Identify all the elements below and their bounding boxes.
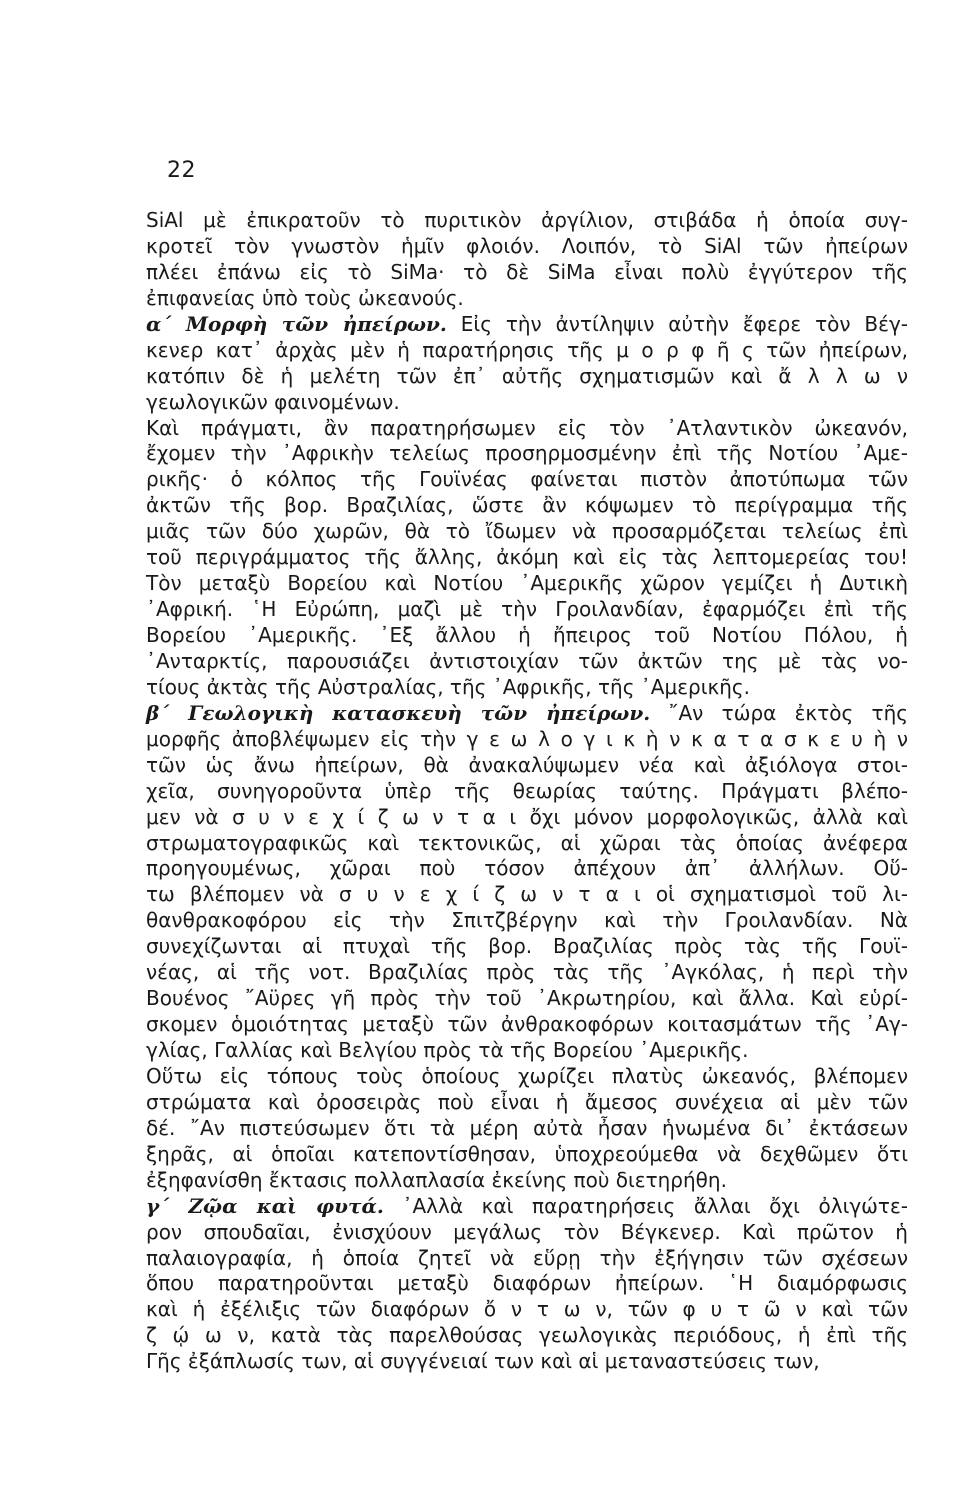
section-heading: α΄ Μορφὴ τῶν ἠπείρων. [146, 311, 447, 336]
text-line [146, 441, 908, 467]
line-text: ἀκτῶν τῆς βορ. Βραζιλίας, ὥστε ἂν κόψωμεν τὸ περίγραμμα τῆς [146, 493, 908, 518]
line-text: μορφῆς ἀποβλέψωμεν εἰς τὴν γ ε ω λ ο γ ι κ ὴ ν κ α τ α σ κ ε υ ὴ ν [146, 726, 908, 751]
line-text: στρώματα καὶ ὀροσειρὰς ποὺ εἶναι ἡ ἄμεσος συνέχεια αἱ μὲν τῶν [146, 1089, 908, 1114]
text-line [146, 934, 908, 960]
text-line [146, 390, 908, 416]
text-line [146, 234, 908, 260]
line-text: γεωλογικῶν φαινομένων. [146, 389, 400, 414]
line-text: παλαιογραφία, ἡ ὁποία ζητεῖ νὰ εὕρῃ τὴν ἐξήγησιν τῶν σχέσεων [146, 1245, 908, 1270]
text-line [146, 545, 908, 571]
line-text: ᾿Αφρική. ῾Η Εὐρώπη, μαζὶ μὲ τὴν Γροιλανδίαν, ἐφαρμόζει ἐπὶ τῆς [146, 597, 908, 622]
text-line [146, 701, 908, 727]
line-text: SiAl μὲ ἐπικρατοῦν τὸ πυριτικὸν ἀργίλιον, στιβάδα ἡ ὁποία συγ- [146, 208, 908, 232]
line-text: ρον σπουδαῖαι, ἐνισχύουν μεγάλως τὸν Βέγκενερ. Καὶ πρῶτον ἡ [146, 1219, 908, 1244]
line-text: θανθρακοφόρου εἰς τὴν Σπιτζβέργην καὶ τὴν Γροιλανδίαν. Νὰ [146, 908, 908, 933]
text-line [146, 1168, 908, 1194]
line-text: τῶν ὡς ἄνω ἠπείρων, θὰ ἀνακαλύψωμεν νέα καὶ ἀξιόλογα στοι- [146, 752, 908, 777]
text-line [146, 960, 908, 986]
text-line [146, 1349, 908, 1375]
text-line [146, 675, 908, 701]
line-text: στρωματογραφικῶς καὶ τεκτονικῶς, αἱ χῶραι τὰς ὁποίας ἀνέφερα [146, 830, 908, 855]
text-line [146, 338, 908, 364]
text-line [146, 623, 908, 649]
text-line [146, 312, 908, 338]
text-line [146, 1038, 908, 1064]
line-text: γλίας, Γαλλίας καὶ Βελγίου πρὸς τὰ τῆς Βορείου ᾿Αμερικῆς. [146, 1038, 749, 1062]
line-text: Τὸν μεταξὺ Βορείου καὶ Νοτίου ᾿Αμερικῆς χῶρον γεμίζει ἡ Δυτικὴ [146, 571, 908, 596]
line-text: ὅπου παρατηροῦνται μεταξὺ διαφόρων ἠπείρων. ῾Η διαμόρφωσις [146, 1271, 908, 1296]
line-text: κροτεῖ τὸν γνωστὸν ἡμῖν φλοιόν. Λοιπόν, τὸ SiAl τῶν ἠπείρων [146, 233, 908, 258]
text-line [146, 831, 908, 857]
line-text: πλέει ἐπάνω εἰς τὸ SiMa· τὸ δὲ SiMa εἶναι πολὺ ἐγγύτερον τῆς [146, 259, 908, 284]
text-line [146, 519, 908, 545]
line-text: καὶ ἡ ἐξέλιξις τῶν διαφόρων ὄ ν τ ω ν, τῶν φ υ τ ῶ ν καὶ τῶν [146, 1297, 908, 1322]
line-text: νέας, αἱ τῆς νοτ. Βραζιλίας πρὸς τὰς τῆς ᾿Αγκόλας, ἡ περὶ τὴν [146, 960, 908, 985]
line-text: ἐξηφανίσθη ἔκτασις πολλαπλασία ἐκείνης ποὺ διετηρήθη. [146, 1167, 727, 1192]
line-text: ζ ῴ ω ν, κατὰ τὰς παρελθούσας γεωλογικὰς περιόδους, ἡ ἐπὶ τῆς [146, 1323, 908, 1348]
line-text: ξηρᾶς, αἱ ὁποῖαι κατεποντίσθησαν, ὑποχρεούμεθα νὰ δεχθῶμεν ὅτι [146, 1141, 908, 1166]
section-heading: β΄ Γεωλογικὴ κατασκευὴ τῶν ἠπείρων. [146, 700, 651, 725]
text-line [146, 1064, 908, 1090]
line-text: μεν νὰ σ υ ν ε χ ί ζ ω ν τ α ι ὄχι μόνον μορφολογικῶς, ἀλλὰ καὶ [146, 804, 908, 829]
text-line [146, 467, 908, 493]
text-line [146, 1297, 908, 1323]
text-line [146, 856, 908, 882]
line-text: σκομεν ὁμοιότητας μεταξὺ τῶν ἀνθρακοφόρων κοιτασμάτων τῆς ᾿Αγ- [146, 1012, 908, 1037]
line-text: χεῖα, συνηγοροῦντα ὑπὲρ τῆς θεωρίας ταύτης. Πράγματι βλέπο- [146, 778, 908, 803]
line-text: τίους ἀκτὰς τῆς Αὐστραλίας, τῆς ᾿Αφρικῆς, τῆς ᾿Αμερικῆς. [146, 674, 751, 699]
text-line [146, 908, 908, 934]
text-line [146, 1220, 908, 1246]
line-text: προηγουμένως, χῶραι ποὺ τόσον ἀπέχουν ἀπ᾿ ἀλλήλων. Οὕ- [146, 856, 908, 881]
text-line [146, 1012, 908, 1038]
line-text: συνεχίζωνται αἱ πτυχαὶ τῆς βορ. Βραζιλίας πρὸς τὰς τῆς Γουϊ- [146, 934, 908, 959]
text-line [146, 208, 908, 234]
line-text: τοῦ περιγράμματος τῆς ἄλλης, ἀκόμη καὶ εἰς τὰς λεπτομερείας του! [146, 545, 908, 570]
text-line [146, 1323, 908, 1349]
line-text: κενερ κατ᾿ ἀρχὰς μὲν ἡ παρατήρησις τῆς μ ο ρ φ ῆ ς τῶν ἠπείρων, [146, 337, 908, 362]
line-text: Βορείου ᾿Αμερικῆς. ᾿Εξ ἄλλου ἡ ἤπειρος τοῦ Νοτίου Πόλου, ἡ [146, 623, 908, 647]
text-line [146, 364, 908, 390]
text-line [146, 1194, 908, 1220]
text-line [146, 1116, 908, 1142]
line-text: μιᾶς τῶν δύο χωρῶν, θὰ τὸ ἴδωμεν νὰ προσαρμόζεται τελείως ἐπὶ [146, 519, 908, 544]
line-text: ἔχομεν τὴν ᾿Αφρικὴν τελείως προσηρμοσμένην ἐπὶ τῆς Νοτίου ᾿Αμε- [146, 441, 908, 466]
text-line [146, 805, 908, 831]
text-line [146, 986, 908, 1012]
line-text: Βουένος ῎Αϋρες γῆ πρὸς τὴν τοῦ ᾿Ακρωτηρίου, καὶ ἄλλα. Καὶ εὑρί- [146, 986, 908, 1011]
line-text: ᾿Ανταρκτίς, παρουσιάζει ἀντιστοιχίαν τῶν ἀκτῶν της μὲ τὰς νο- [146, 648, 908, 673]
text-line [146, 1090, 908, 1116]
line-text: ἐπιφανείας ὑπὸ τοὺς ὠκεανούς. [146, 285, 464, 310]
text-line [146, 727, 908, 753]
line-text: τω βλέπομεν νὰ σ υ ν ε χ ί ζ ω ν τ α ι οἱ σχηματισμοὶ τοῦ λι- [146, 882, 908, 907]
page-number: 22 [167, 158, 196, 183]
text-line [146, 753, 908, 779]
text-line [146, 1271, 908, 1297]
text-line [146, 286, 908, 312]
text-line [146, 260, 908, 286]
line-text: ᾿Αλλὰ καὶ παρατηρήσεις ἄλλαι ὄχι ὀλιγώτε- [383, 1193, 908, 1218]
text-line [146, 493, 908, 519]
line-text: Οὕτω εἰς τόπους τοὺς ὁποίους χωρίζει πλατὺς ὠκεανός, βλέπομεν [146, 1063, 908, 1088]
line-text: Γῆς ἐξάπλωσίς των, αἱ συγγένειαί των καὶ αἱ μεταναστεύσεις των, [146, 1349, 820, 1374]
text-line [146, 597, 908, 623]
line-text: κατόπιν δὲ ἡ μελέτη τῶν ἐπ᾿ αὐτῆς σχηματισμῶν καὶ ἄ λ λ ω ν [146, 363, 908, 388]
line-text: ρικῆς· ὁ κόλπος τῆς Γουϊνέας φαίνεται πιστὸν ἀποτύπωμα τῶν [146, 467, 908, 492]
text-line [146, 882, 908, 908]
text-line [146, 649, 908, 675]
text-line [146, 779, 908, 805]
text-line [146, 1142, 908, 1168]
line-text: Εἰς τὴν ἀντίληψιν αὐτὴν ἔφερε τὸν Βέγ- [446, 311, 908, 336]
text-line [146, 571, 908, 597]
text-line [146, 416, 908, 442]
section-heading: γ΄ Ζῷα καὶ φυτά. [146, 1193, 384, 1218]
body-text [146, 208, 908, 1375]
line-text: Καὶ πράγματι, ἂν παρατηρήσωμεν εἰς τὸν ᾿Ατλαντικὸν ὠκεανόν, [146, 415, 908, 440]
line-text: δέ. ῎Αν πιστεύσωμεν ὅτι τὰ μέρη αὐτὰ ἦσαν ἡνωμένα δι᾿ ἐκτάσεων [146, 1115, 908, 1140]
line-text: ῎Αν τώρα ἐκτὸς τῆς [650, 700, 908, 725]
text-line [146, 1246, 908, 1272]
